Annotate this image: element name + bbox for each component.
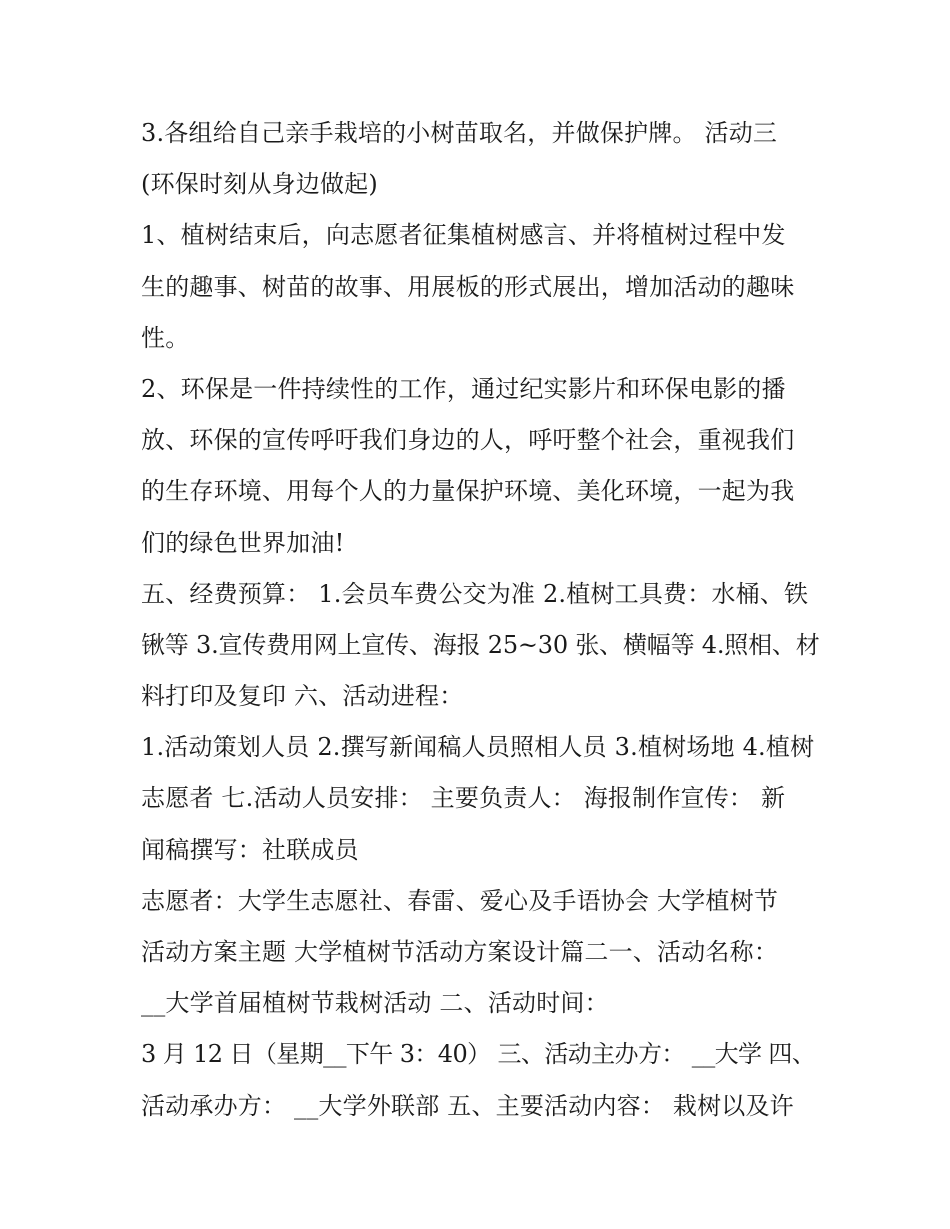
text-line: 1.活动策划人员 2.撰写新闻稿人员照相人员 3.植树场地 4.植树: [141, 733, 815, 762]
text-line: 活动承办方： __大学外联部 五、主要活动内容： 栽树以及许: [141, 1091, 794, 1120]
text-line: 放、环保的宣传呼吁我们身边的人，呼吁整个社会，重视我们: [141, 426, 795, 455]
text-line: 3 月 12 日（星期__下午 3：40） 三、活动主办方： __大学 四、: [141, 1040, 816, 1069]
text-line: 料打印及复印 六、活动进程：: [141, 682, 464, 711]
text-line: 志愿者：大学生志愿社、春雷、爱心及手语协会 大学植树节: [141, 886, 779, 915]
text-line: 志愿者 七.活动人员安排： 主要负责人： 海报制作宣传： 新: [141, 784, 786, 813]
text-line: 活动方案主题 大学植树节活动方案设计篇二一、活动名称：: [141, 938, 779, 966]
text-line: 五、经费预算： 1.会员车费公交为准 2.植树工具费：水桶、铁: [141, 579, 809, 608]
text-line: 1、植树结束后，向志愿者征集植树感言、并将植树过程中发: [141, 221, 786, 250]
text-line: 3.各组给自己亲手栽培的小树苗取名，并做保护牌。 活动三: [141, 119, 778, 147]
text-line: 2、环保是一件持续性的工作，通过纪实影片和环保电影的播: [141, 374, 786, 403]
text-line: 们的绿色世界加油!: [141, 528, 345, 557]
text-line: 闻稿撰写：社联成员: [141, 835, 359, 864]
text-line: __大学首届植树节栽树活动 二、活动时间：: [141, 989, 609, 1018]
text-line: (环保时刻从身边做起): [141, 170, 378, 199]
text-line: 性。: [141, 323, 190, 352]
text-line: 锹等 3.宣传费用网上宣传、海报 25~30 张、横幅等 4.照相、材: [141, 630, 820, 659]
document-body: [141, 108, 821, 1132]
text-line: 生的趣事、树苗的故事、用展板的形式展出，增加活动的趣味: [141, 272, 795, 301]
text-line: 的生存环境、用每个人的力量保护环境、美化环境，一起为我: [141, 477, 795, 506]
